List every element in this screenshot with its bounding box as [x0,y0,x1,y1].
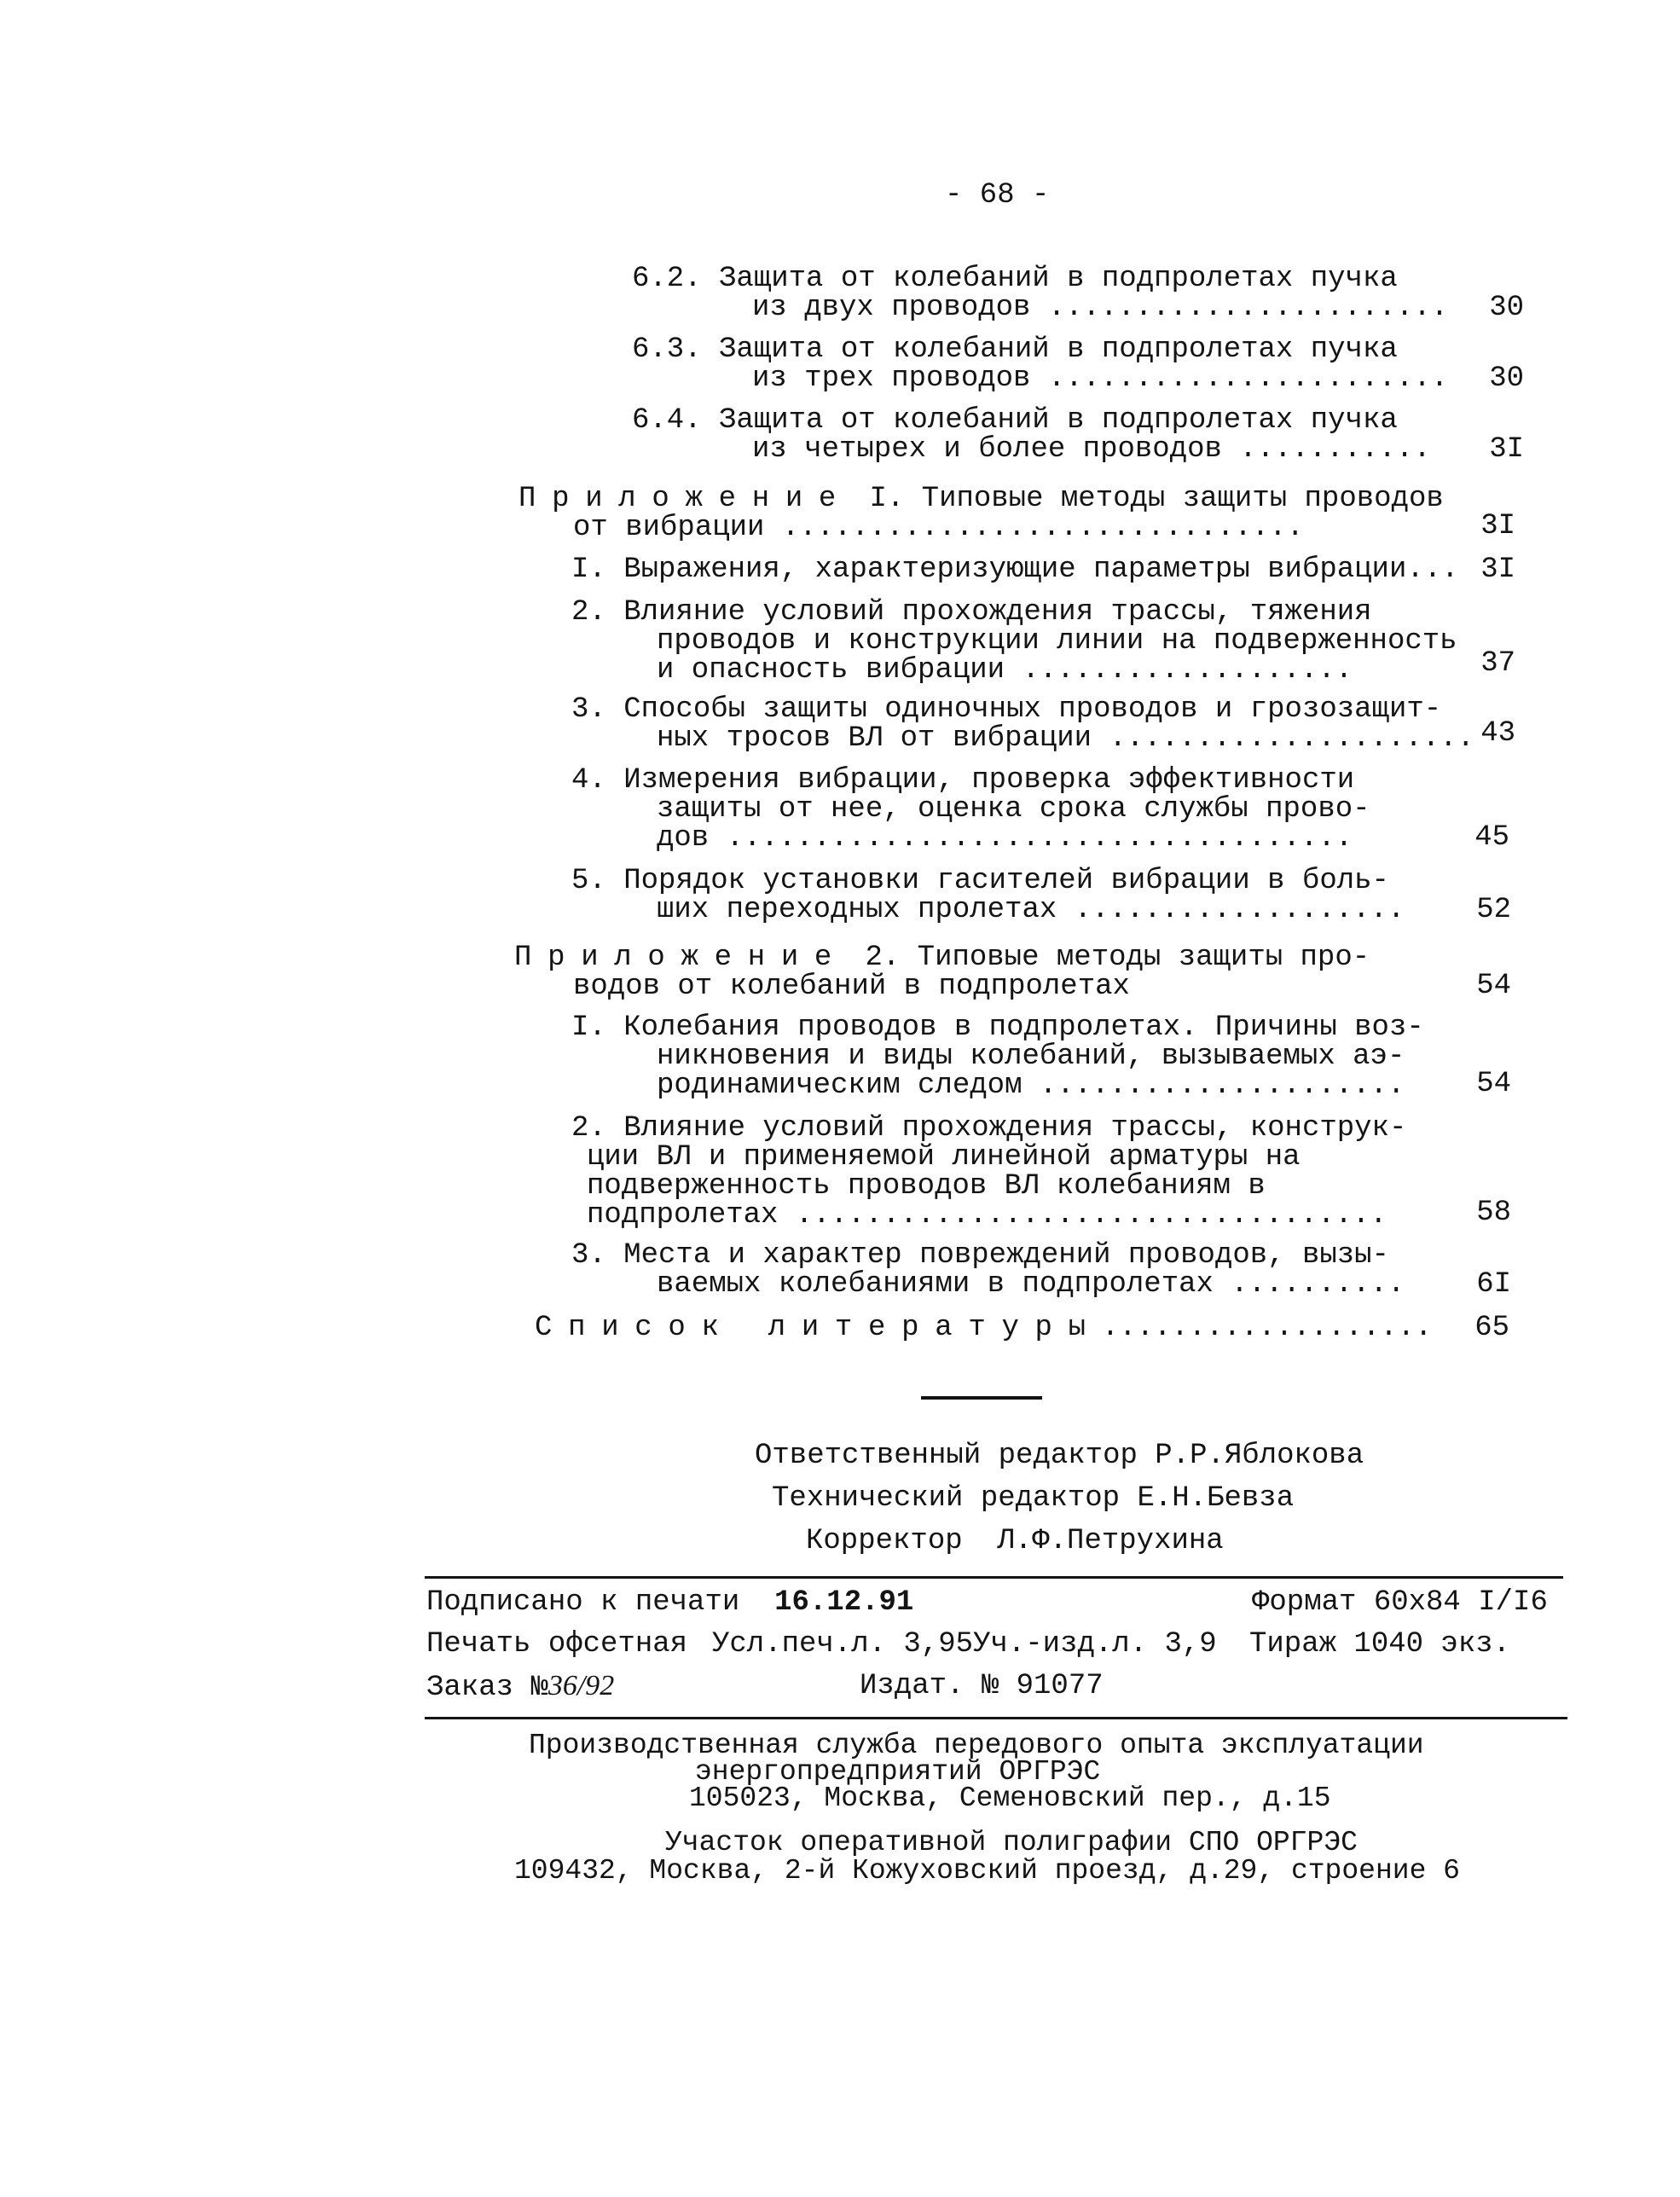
toc-entry-text: родинамическим следом ..................... [657,1070,1405,1102]
imprint-format: Формат 60x84 I/I6 [1252,1586,1548,1619]
toc-entry-text: подпролетах .................................. [587,1199,1387,1232]
toc-entry-text: 6.2. Защита от колебаний в подпролетах пучка [632,263,1398,295]
toc-entry-text: никновения и виды колебаний, вызываемых аэ- [657,1041,1405,1073]
references-dots: ................... [1101,1312,1433,1344]
publisher-name: Производственная служба передового опыта эксплуатации [529,1730,1424,1761]
publisher-name-2: энергопредприятий ОРГРЭС [695,1756,1101,1788]
toc-entry-text: ваемых колебаниями в подпролетах .......... [657,1268,1405,1301]
publisher-address: 105023, Москва, Семеновский пер., д.15 [689,1783,1331,1814]
toc-entry-text: защиты от нее, оценка срока службы прово- [657,793,1370,826]
corrector-credit: Корректор Л.Ф.Петрухина [806,1525,1224,1557]
toc-entry-text: дов .................................... [657,822,1353,855]
appendix-label: Приложение [518,483,853,515]
imprint-order: Заказ №36/92 [426,1670,615,1704]
imprint-signed-date: 16.12.91 [774,1586,914,1619]
editor-credit: Ответственный редактор Р.Р.Яблокова [755,1440,1364,1472]
toc-entry-text: 2. Влияние условий прохождения трассы, тяжения [571,596,1372,629]
toc-entry-text: ных тросов ВЛ от вибрации ..................... [657,722,1474,755]
toc-entry-text: из трех проводов ....................... [752,362,1449,395]
toc-page-number: 58 [1476,1197,1511,1229]
references-label: Список литературы [535,1312,1102,1344]
toc-entry-text: водов от колебаний в подпролетах [573,971,1130,1003]
toc-entry-text: ших переходных пролетах ................... [657,894,1405,926]
toc-page-number: 3I [1480,510,1515,542]
imprint-top-rule [425,1576,1563,1579]
toc-page-number: 52 [1476,894,1511,926]
toc-page-number: 37 [1480,647,1515,680]
toc-entry-text: 4. Измерения вибрации, проверка эффективности [571,764,1355,797]
appendix-title: 2. Типовые методы защиты про- [848,942,1370,974]
printing-address: 109432, Москва, 2-й Кожуховский проезд, д.29, строение 6 [514,1855,1460,1887]
toc-entry-text: I. Выражения, характеризующие параметры вибрации... [571,554,1459,586]
toc-entry-text: из четырех и более проводов ........... [752,433,1431,466]
toc-page-number: 54 [1476,1068,1511,1100]
toc-page-number: 6I [1476,1268,1511,1301]
imprint-order-number: 36/92 [547,1670,615,1701]
printing-unit: Участок оперативной полиграфии СПО ОРГРЭС [665,1827,1358,1858]
toc-entry-text: от вибрации .............................. [573,512,1304,544]
toc-entry-text: из двух проводов ....................... [752,292,1449,324]
toc-page-number: 30 [1489,292,1524,324]
appendix-title: I. Типовые методы защиты проводов [852,483,1444,515]
toc-page-number: 54 [1476,970,1511,1002]
toc-page-number: 3I [1480,554,1515,586]
imprint-bottom-rule [425,1717,1567,1719]
toc-page-number: 43 [1480,717,1515,750]
toc-entry-text: I. Колебания проводов в подпролетах. Причины воз- [571,1012,1424,1044]
toc-page-number: 30 [1489,362,1524,395]
imprint-print-type: Печать офсетная [426,1628,688,1661]
tech-editor-credit: Технический редактор Е.Н.Бевза [772,1482,1295,1515]
toc-entry-text: ции ВЛ и применяемой линейной арматуры на [587,1141,1301,1174]
toc-entry-text: 6.3. Защита от колебаний в подпролетах пучка [632,333,1398,366]
toc-page-number: 65 [1474,1312,1509,1344]
toc-entry-text: 5. Порядок установки гасителей вибрации в боль- [571,865,1389,897]
toc-entry-text: подверженность проводов ВЛ колебаниям в [587,1170,1266,1203]
separator-line [921,1396,1042,1400]
imprint-print-sheets: Усл.печ.л. 3,95Уч.-изд.л. 3,9 [712,1628,1217,1661]
toc-entry-text: проводов и конструкции линии на подверженность [657,625,1457,658]
imprint-izdat: Издат. № 91077 [860,1670,1104,1702]
toc-entry-text: 3. Места и характер повреждений проводов, вызы- [571,1239,1389,1272]
toc-entry-text: 6.4. Защита от колебаний в подпролетах пучка [632,404,1398,437]
page-number: - 68 - [945,179,1050,212]
imprint-signed: Подписано к печати 16.12.91 [426,1586,914,1619]
appendix-label: Приложение [514,942,849,974]
toc-page-number: 45 [1474,821,1509,854]
imprint-tirazh: Тираж 1040 экз. [1249,1628,1511,1661]
toc-page-number: 3I [1489,433,1524,466]
toc-entry-text: 2. Влияние условий прохождения трассы, конструк- [571,1112,1407,1145]
toc-entry-text: 3. Способы защиты одиночных проводов и грозозащит- [571,693,1442,726]
toc-entry-text: и опасность вибрации ................... [657,654,1353,687]
